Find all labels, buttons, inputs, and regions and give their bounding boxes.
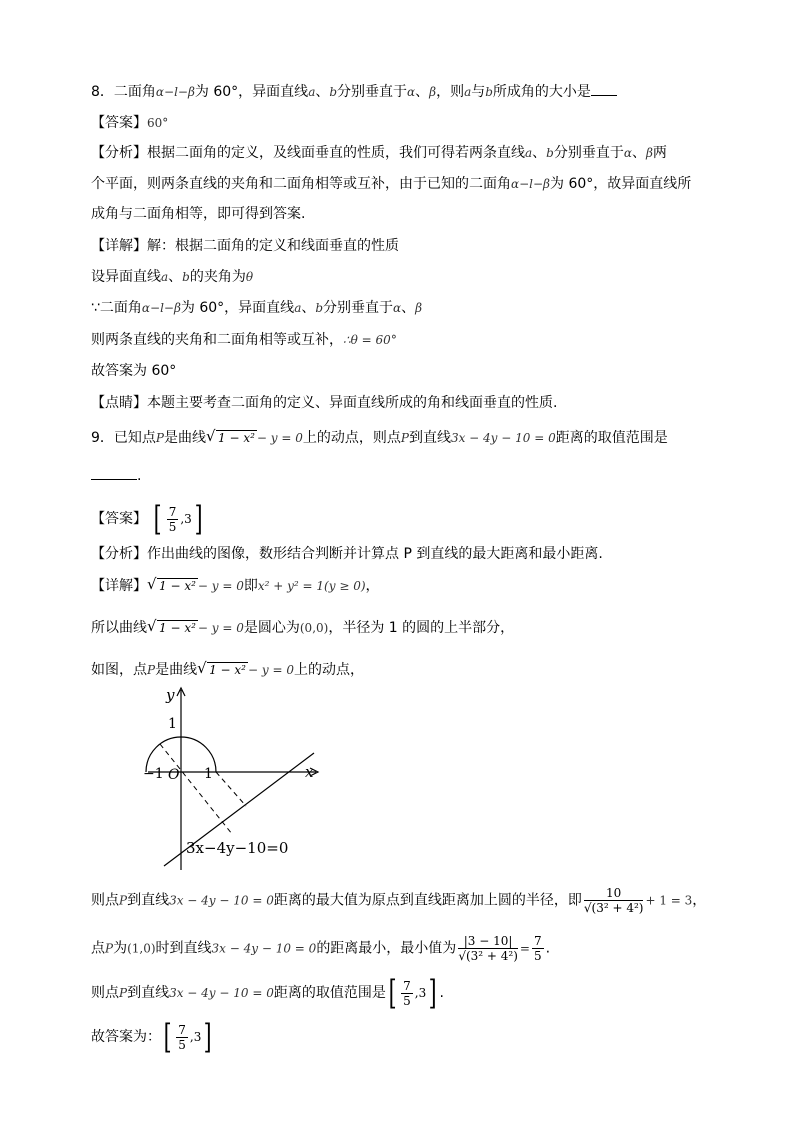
y-axis-label: y [166, 686, 175, 704]
origin-label: O [168, 767, 180, 783]
semicircle-line-figure [143, 686, 396, 874]
x-axis-label: x [305, 763, 314, 781]
question-9-detail-line-3: 如图，点P是曲线 √ 1 − x² − y = 0上的动点， [91, 659, 364, 678]
question-9-stem: 9．已知点P是曲线 √ 1 − x² − y = 0上的动点，则点P到直线3x − 4y − 10 = 0距离的取值范围是 [91, 427, 668, 446]
question-8-analysis-line-2: 个平面，则两条直线的夹角和二面角相等或互补，由于已知的二面角α−l−β为 60°，故异面直线所 [91, 176, 692, 192]
answer-blank [91, 479, 137, 480]
question-8-comment: 【点睛】本题主要考查二面角的定义、异面直线所成的角和线面垂直的性质. [91, 395, 558, 411]
max-distance-dashed [160, 744, 232, 834]
y-tick-1: 1 [168, 716, 177, 732]
question-8-detail-line-4: 则两条直线的夹角和二面角相等或互补，∴θ = 60° [91, 332, 397, 348]
question-8-analysis-line-3: 成角与二面角相等，即可得到答案. [91, 206, 306, 222]
x-tick-1: 1 [204, 766, 213, 782]
question-9-result-line-2: 点P为(1,0)时到直线3x − 4y − 10 = 0的距离最小，最小值为 $\frac{|3 - 10|}{\text{√(3² + 4²)}}$ = $\frac{7}{5}$ . [91, 934, 551, 963]
min-distance-dashed [216, 772, 246, 806]
final-interval: [ $\frac{7}{5}$ ,3] [163, 1017, 212, 1057]
question-9-blank: . [91, 466, 141, 486]
question-8-answer: 【答案】60° [91, 115, 169, 131]
question-9-detail-line-1: 【详解】 √ 1 − x² − y = 0即x² + y² = 1(y ≥ 0)， [91, 575, 380, 594]
min-distance-fraction: $\frac{|3 - 10|}{\text{√(3² + 4²)}}$ [458, 934, 518, 963]
question-9-analysis: 【分析】作出曲线的图像，数形结合判断并计算点 P 到直线的最大距离和最小距离. [91, 546, 603, 562]
question-9-detail-line-2: 所以曲线 √ 1 − x² − y = 0是圆心为(0,0)，半径为 1 的圆的上半部分， [91, 617, 515, 636]
question-8-stem: 8．二面角α−l−β为 60°，异面直线a、b分别垂直于α、β，则a与b所成角的大小是 [91, 82, 617, 102]
question-8-detail-line-3: ∵二面角α−l−β为 60°，异面直线a、b分别垂直于α、β [91, 300, 423, 316]
question-8-detail-line-5: 故答案为 60° [91, 363, 177, 379]
question-8-analysis-line-1: 【分析】根据二面角的定义，及线面垂直的性质，我们可得若两条直线a、b分别垂直于α、β两 [91, 145, 667, 161]
answer-blank [591, 95, 617, 96]
question-9-final-answer: 故答案为：[ $\frac{7}{5}$ ,3] [91, 1020, 215, 1054]
range-interval: [ $\frac{7}{5}$ ,3] [388, 973, 437, 1013]
question-9-result-line-3: 则点P到直线3x − 4y − 10 = 0距离的取值范围是[ $\frac{7}{5}$ ,3] . [91, 973, 444, 1013]
question-9-answer: 【答案】 [ $\frac{7}{5}$ ,3] [91, 502, 205, 536]
x-tick-neg1: −1 [143, 766, 164, 782]
question-8-detail-line-1: 【详解】解：根据二面角的定义和线面垂直的性质 [91, 238, 399, 254]
question-9-result-line-1: 则点P到直线3x − 4y − 10 = 0距离的最大值为原点到直线距离加上圆的半径，即 $\frac{10}{\text{√(3² + 4²)}}$ + 1 = 3， [91, 886, 707, 915]
line-equation-label: 3x−4y−10=0 [186, 839, 289, 857]
interval-answer: [ $\frac{7}{5}$ ,3] [154, 499, 203, 539]
max-distance-fraction: $\frac{10}{\text{√(3² + 4²)}}$ [583, 886, 644, 915]
question-8-detail-line-2: 设异面直线a、b的夹角为θ [91, 269, 254, 285]
